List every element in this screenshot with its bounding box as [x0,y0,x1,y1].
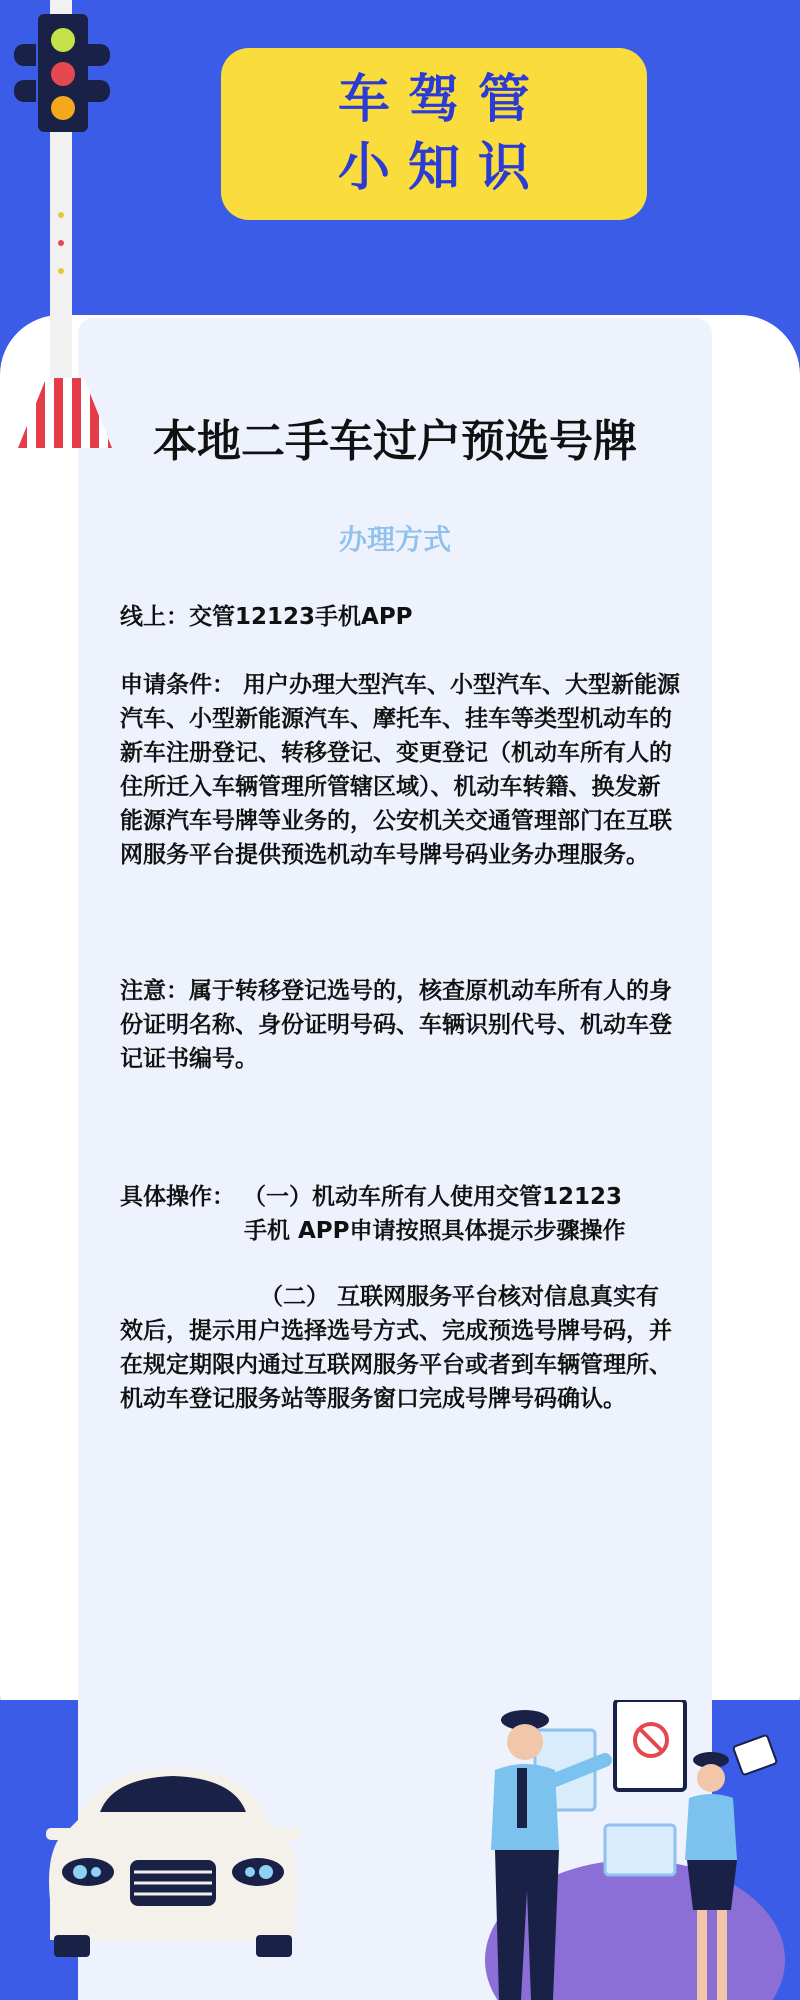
application-conditions: 申请条件： 用户办理大型汽车、小型汽车、大型新能源汽车、小型新能源汽车、摩托车、挂车等类型机动车的新车注册登记、转移登记、变更登记（机动车所有人的住所迁入车辆管理所管辖区域）、机动车转籍、换发新能源汽车号牌等业务的，公安机关交通管理部门在互联网服务平台提供预选机动车号牌号码业务办理服务。 [120,672,681,868]
step-2 [120,1280,680,1416]
step-2-body: 有效后，提示用户选择选号方式、完成预选号牌号码，并在规定期限内通过互联网服务平台或者到车辆管理所、机动车登记服务站等服务窗口完成号牌号码确认。 [120,1284,672,1412]
title-badge [221,48,647,220]
step-2-heading: （二） 互联网服务平台核对信息真实 [260,1284,637,1310]
operation-steps [120,1180,680,1248]
step-1-continuation: 手机 APP申请按照具体提示步骤操作 [244,1218,626,1244]
page-title: 本地二手车过户预选号牌 [153,416,637,467]
section-subtitle: 办理方式 [338,523,451,556]
car-icon [38,1760,308,1960]
online-channel: 线上：交管12123手机APP [120,604,413,630]
badge-line-2: 小知识 [337,138,548,198]
police-officers-illustration [455,1700,785,2000]
step-1-line: 具体操作： （一）机动车所有人使用交管12123 [120,1184,623,1210]
badge-line-1: 车驾管 [337,70,548,130]
notice-text: 注意：属于转移登记选号的，核查原机动车所有人的身份证明名称、身份证明号码、车辆识别代号、机动车登记证书编号。 [120,978,672,1072]
